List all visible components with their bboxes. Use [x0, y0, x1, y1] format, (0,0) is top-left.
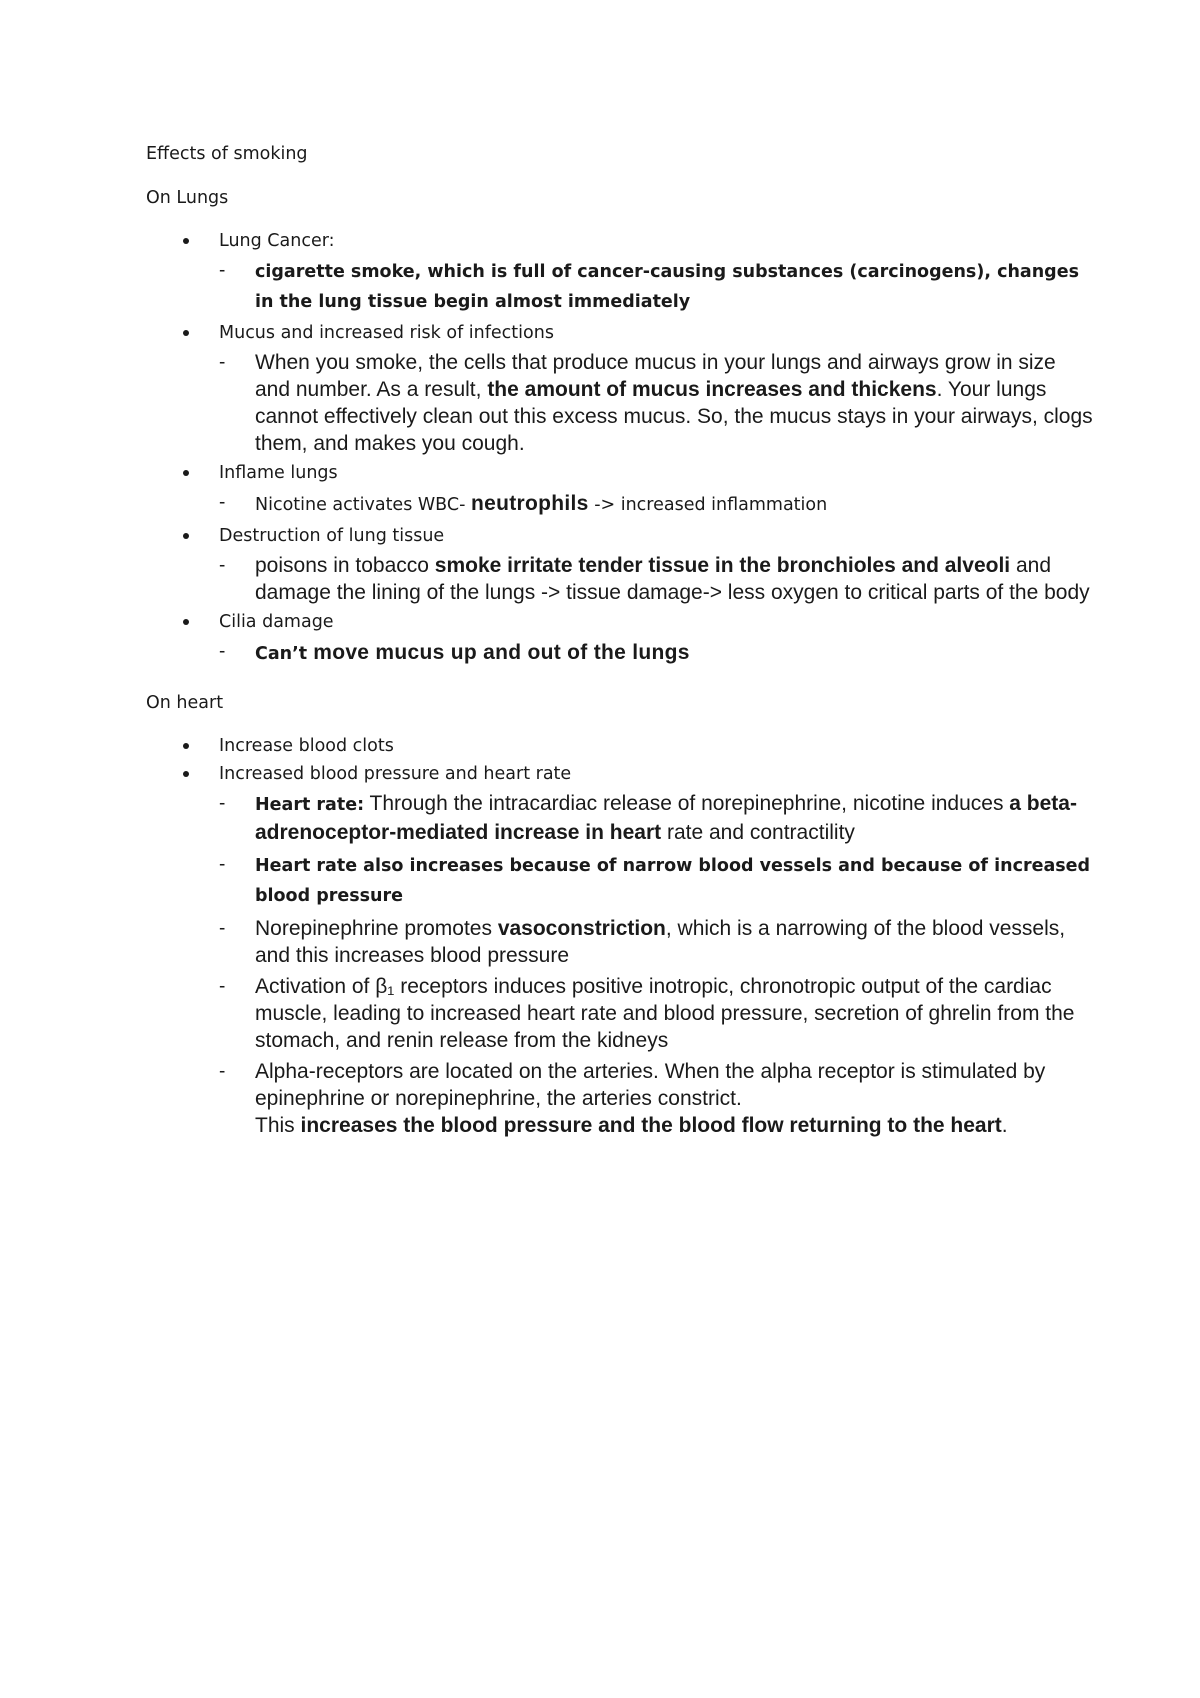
dash-item: [219, 790, 1096, 847]
detail-text: [255, 351, 1093, 455]
detail-text: Heart rate also increases because of narrow blood vessels and because of increased blood pressure: [255, 856, 1091, 906]
detail-text-pre: When you smoke, the cells that produce mucus in your lungs and airways grow in size and number. As a result,: [255, 351, 1056, 401]
section-heading-heart: On heart: [146, 693, 224, 713]
bullet-label: Destruction of lung tissue: [219, 526, 445, 546]
dash-item: [219, 638, 1096, 669]
detail-text-pre: This: [255, 1114, 301, 1137]
detail-text-post: rate and contractility: [661, 821, 855, 844]
dash-icon: -: [219, 854, 226, 875]
dash-icon: -: [219, 260, 226, 281]
bullet-dot-icon: [183, 533, 189, 539]
document-page: [146, 142, 1096, 1143]
heart-bullet-list: [146, 734, 1096, 1139]
bullet-destruction-lung-tissue: [146, 524, 1096, 606]
detail-text-post: -> increased inflammation: [588, 495, 828, 515]
bullet-label: Inflame lungs: [219, 463, 338, 483]
detail-text-pre: Nicotine activates WBC-: [255, 495, 471, 515]
dash-item: [219, 1058, 1096, 1139]
detail-text-line1: Alpha-receptors are located on the arteries. When the alpha receptor is stimulated by epinephrine or norepinephrine, the arteries constrict.: [255, 1060, 1046, 1110]
dash-icon: -: [219, 555, 226, 576]
bullet-dot-icon: [183, 771, 189, 777]
detail-text-pre: Norepinephrine promotes: [255, 917, 498, 940]
detail-text-bold: move mucus up and out of the lungs: [313, 641, 690, 664]
dash-item: [219, 851, 1096, 911]
dash-list: [219, 638, 1096, 669]
dash-item: [219, 257, 1096, 317]
dash-item: [219, 973, 1096, 1054]
bullet-dot-icon: [183, 330, 189, 336]
bullet-dot-icon: [183, 470, 189, 476]
section-lungs: [146, 186, 1096, 669]
dash-icon: -: [219, 976, 226, 997]
detail-text: [255, 641, 690, 664]
detail-text-bold: neutrophils: [470, 492, 589, 515]
bullet-label: Increase blood clots: [219, 736, 394, 756]
bullet-cilia-damage: [146, 610, 1096, 669]
detail-text-bold: increases the blood pressure and the blood flow returning to the heart: [300, 1114, 1002, 1137]
bullet-mucus: [146, 321, 1096, 457]
detail-text-bold: vasoconstriction: [497, 917, 666, 940]
detail-text: Activation of β₁ receptors induces positive inotropic, chronotropic output of the cardiac muscle, leading to increased heart rate and blood pressure, secretion of ghrelin from the stomach, and renin release from the kidneys: [255, 975, 1075, 1052]
bullet-label: Lung Cancer:: [219, 231, 335, 251]
bullet-dot-icon: [183, 619, 189, 625]
dash-icon: -: [219, 492, 226, 513]
detail-text-lead: Heart rate:: [255, 795, 365, 815]
bullet-label: Mucus and increased risk of infections: [219, 323, 554, 343]
dash-icon: -: [219, 918, 226, 939]
bullet-label: Cilia damage: [219, 612, 334, 632]
bullet-dot-icon: [183, 238, 189, 244]
dash-list: [219, 790, 1096, 1139]
section-heading-lungs: On Lungs: [146, 188, 229, 208]
dash-icon: -: [219, 641, 226, 662]
detail-text-pre: Through the intracardiac release of norepinephrine, nicotine induces: [364, 792, 1010, 815]
dash-item: [219, 915, 1096, 969]
bullet-blood-clots: [146, 734, 1096, 758]
section-heart: [146, 691, 1096, 1139]
dash-icon: -: [219, 793, 226, 814]
bullet-dot-icon: [183, 743, 189, 749]
dash-icon: -: [219, 1061, 226, 1082]
document-title: Effects of smoking: [146, 144, 308, 164]
bullet-blood-pressure-heart-rate: [146, 762, 1096, 1139]
detail-text-pre: poisons in tobacco: [255, 554, 435, 577]
lungs-bullet-list: [146, 229, 1096, 669]
dash-list: [219, 552, 1096, 606]
bullet-inflame-lungs: [146, 461, 1096, 520]
detail-text-post: , which is a narrowing of the blood vessels, and this increases blood pressure: [255, 917, 1066, 967]
detail-text-post: .: [1001, 1114, 1008, 1137]
dash-item: [219, 349, 1096, 457]
detail-text-pre: Can’t: [255, 644, 314, 664]
detail-text: [255, 792, 1077, 844]
detail-text-post: and damage the lining of the lungs -> tissue damage-> less oxygen to critical parts of the body: [255, 554, 1090, 604]
detail-text: [255, 917, 1065, 967]
bullet-lung-cancer: [146, 229, 1096, 317]
dash-icon: -: [219, 352, 226, 373]
bullet-label: Increased blood pressure and heart rate: [219, 764, 572, 784]
dash-list: [219, 349, 1096, 457]
detail-text: [255, 554, 1090, 604]
detail-text-post: . Your lungs cannot effectively clean out this excess mucus. So, the mucus stays in your airways, clogs them, and makes you cough.: [255, 378, 1093, 455]
detail-text: [255, 492, 828, 515]
dash-list: [219, 257, 1096, 317]
dash-item: [219, 489, 1096, 520]
detail-text: cigarette smoke, which is full of cancer-causing substances (carcinogens), changes in the lung tissue begin almost immediately: [255, 262, 1079, 312]
detail-text: [255, 1060, 1045, 1137]
dash-list: [219, 489, 1096, 520]
detail-text-bold: a beta-adrenoceptor-mediated increase in heart: [255, 792, 1077, 844]
detail-text-bold: smoke irritate tender tissue in the bronchioles and alveoli: [434, 554, 1011, 577]
detail-text-bold: the amount of mucus increases and thickens: [487, 378, 937, 401]
dash-item: [219, 552, 1096, 606]
